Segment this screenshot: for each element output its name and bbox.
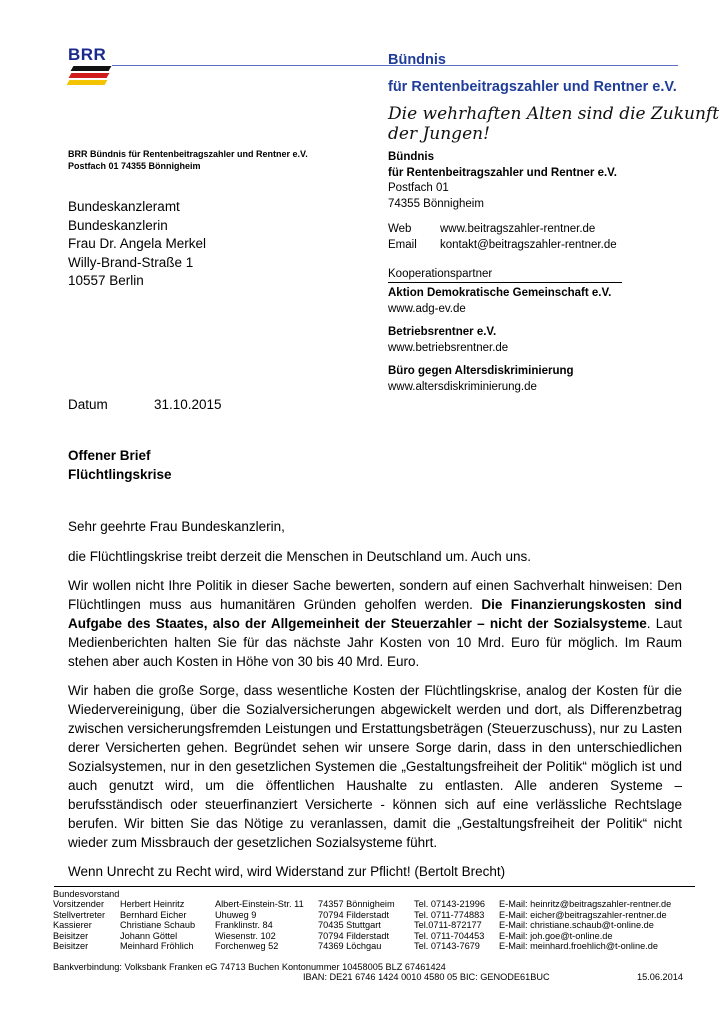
closing-quote: Wenn Unrecht zu Recht wird, wird Widerstand zur Pflicht! (Bertolt Brecht)	[68, 864, 506, 879]
subject	[68, 446, 172, 484]
paragraph-2-emphasis: Die Finanzierungskosten sind Aufgabe des Staates, also der Allgemeinheit der Steuerzahler – nicht der Sozialsysteme	[68, 597, 682, 631]
partner-name: Büro gegen Altersdiskriminierung	[388, 365, 574, 377]
org-address	[388, 150, 617, 212]
subject-line-2: Flüchtlingskrise	[68, 467, 172, 482]
date-label: Datum	[68, 397, 108, 412]
partner-url[interactable]: www.adg-ev.de	[388, 303, 466, 315]
logo-stripe-black	[71, 66, 112, 71]
partner-url[interactable]: www.altersdiskriminierung.de	[388, 381, 537, 393]
org-name-1: Bündnis	[388, 151, 434, 163]
logo-stripe-red	[69, 73, 110, 78]
header-motto: Die wehrhaften Alten sind die Zukunft der Jungen!	[388, 104, 720, 144]
recipient-address	[68, 198, 206, 291]
footer-date: 15.06.2014	[637, 972, 683, 982]
web-label: Web	[388, 223, 412, 235]
partner-name: Aktion Demokratische Gemeinschaft e.V.	[388, 287, 612, 299]
header-line1: Bündnis	[388, 52, 446, 68]
salutation: Sehr geehrte Frau Bundeskanzlerin,	[68, 519, 285, 534]
paragraph-2: Wir wollen nicht Ihre Politik in dieser Sache bewerten, sondern auf einen Sachverhalt hinweisen: Den Flüchtlingen muss aus humanitären Gründen geholfen werden. Die Finanzierungskosten sind Aufgabe des Staates, also der Allgemeinheit der Steuerzahler – nicht der Sozialsysteme. Laut Medienberichten halten Sie für das nächste Jahr Kosten von 10 Mrd. Euro für möglich. Im Raum stehen aber auch Kosten in Höhe von 30 bis 40 Mrd. Euro.	[68, 578, 682, 669]
partners-heading: Kooperationspartner	[388, 268, 493, 280]
sender-line-1: BRR Bündnis für Rentenbeitragszahler und Rentner e.V.	[68, 149, 308, 159]
recipient-line: Willy-Brand-Straße 1	[68, 254, 194, 270]
sender-line	[68, 148, 308, 172]
letter-body	[68, 517, 682, 891]
email-link[interactable]: kontakt@beitragszahler-rentner.de	[440, 239, 617, 251]
org-city: 74355 Bönnigheim	[388, 197, 484, 210]
web-link[interactable]: www.beitragszahler-rentner.de	[440, 223, 596, 235]
org-street: Postfach 01	[388, 182, 449, 194]
org-name-2: für Rentenbeitragszahler und Rentner e.V.	[388, 166, 617, 179]
date-line	[68, 397, 222, 412]
paragraph-1: die Flüchtlingskrise treibt derzeit die Menschen in Deutschland um. Auch uns.	[68, 549, 531, 564]
sender-line-2: Postfach 01 74355 Bönnigheim	[68, 161, 201, 171]
footer-rule	[54, 886, 695, 887]
recipient-line: Bundeskanzleramt	[68, 199, 180, 214]
paragraph-3: Wir haben die große Sorge, dass wesentliche Kosten der Flüchtlingskrise, analog der Kosten für die Wiedervereinigung, über die Sozialversicherungen abgewickelt werden und dort, als Differenzbetrag zwischen versicherungsfremden Leistungen und Erstattungsbeträgen (Steuerzuschuss), nur zu Lasten derer Versicherten gehen. Begründet sehen wir unsere Sorge darin, dass in den unterschiedlichen Sozialsystemen, nur in den gesetzlichen Systemen die „Gestaltungsfreiheit der Politik“ möglich ist und auch genutzt wird, um die öffentlichen Haushalte zu entlasten. Alle anderen Systeme – berufsständisch oder steuerfinanziert Versicherte - können sich auf eine verlässliche Rechtslage berufen. Wir bitten Sie das Nötige zu veranlassen, damit die „Gestaltungsfreiheit der Politik“ nicht wieder zum Missbrauch der gesetzlichen Sozialsysteme führt.	[68, 683, 682, 850]
date-value: 31.10.2015	[154, 397, 222, 412]
email-label: Email	[388, 239, 417, 251]
partner-name: Betriebsrentner e.V.	[388, 326, 497, 338]
partners-rule	[388, 282, 622, 283]
recipient-line: Bundeskanzlerin	[68, 217, 168, 233]
partner-url[interactable]: www.betriebsrentner.de	[388, 342, 509, 354]
brr-logo	[66, 47, 116, 89]
subject-line-1: Offener Brief	[68, 448, 151, 463]
recipient-line: 10557 Berlin	[68, 273, 144, 288]
logo-stripe-gold	[67, 80, 108, 85]
org-contact	[388, 221, 617, 253]
logo-text: BRR	[68, 45, 107, 64]
partners-list	[388, 285, 611, 395]
footer-bank: Bankverbindung: Volksbank Franken eG 74713 Buchen Kontonummer 10458005 BLZ 67461424	[53, 962, 446, 972]
footer-iban: IBAN: DE21 6746 1424 0010 4580 05 BIC: GENODE61BUC	[303, 972, 550, 982]
recipient-line: Frau Dr. Angela Merkel	[68, 236, 207, 251]
header-line2: für Rentenbeitragszahler und Rentner e.V.	[388, 79, 677, 95]
